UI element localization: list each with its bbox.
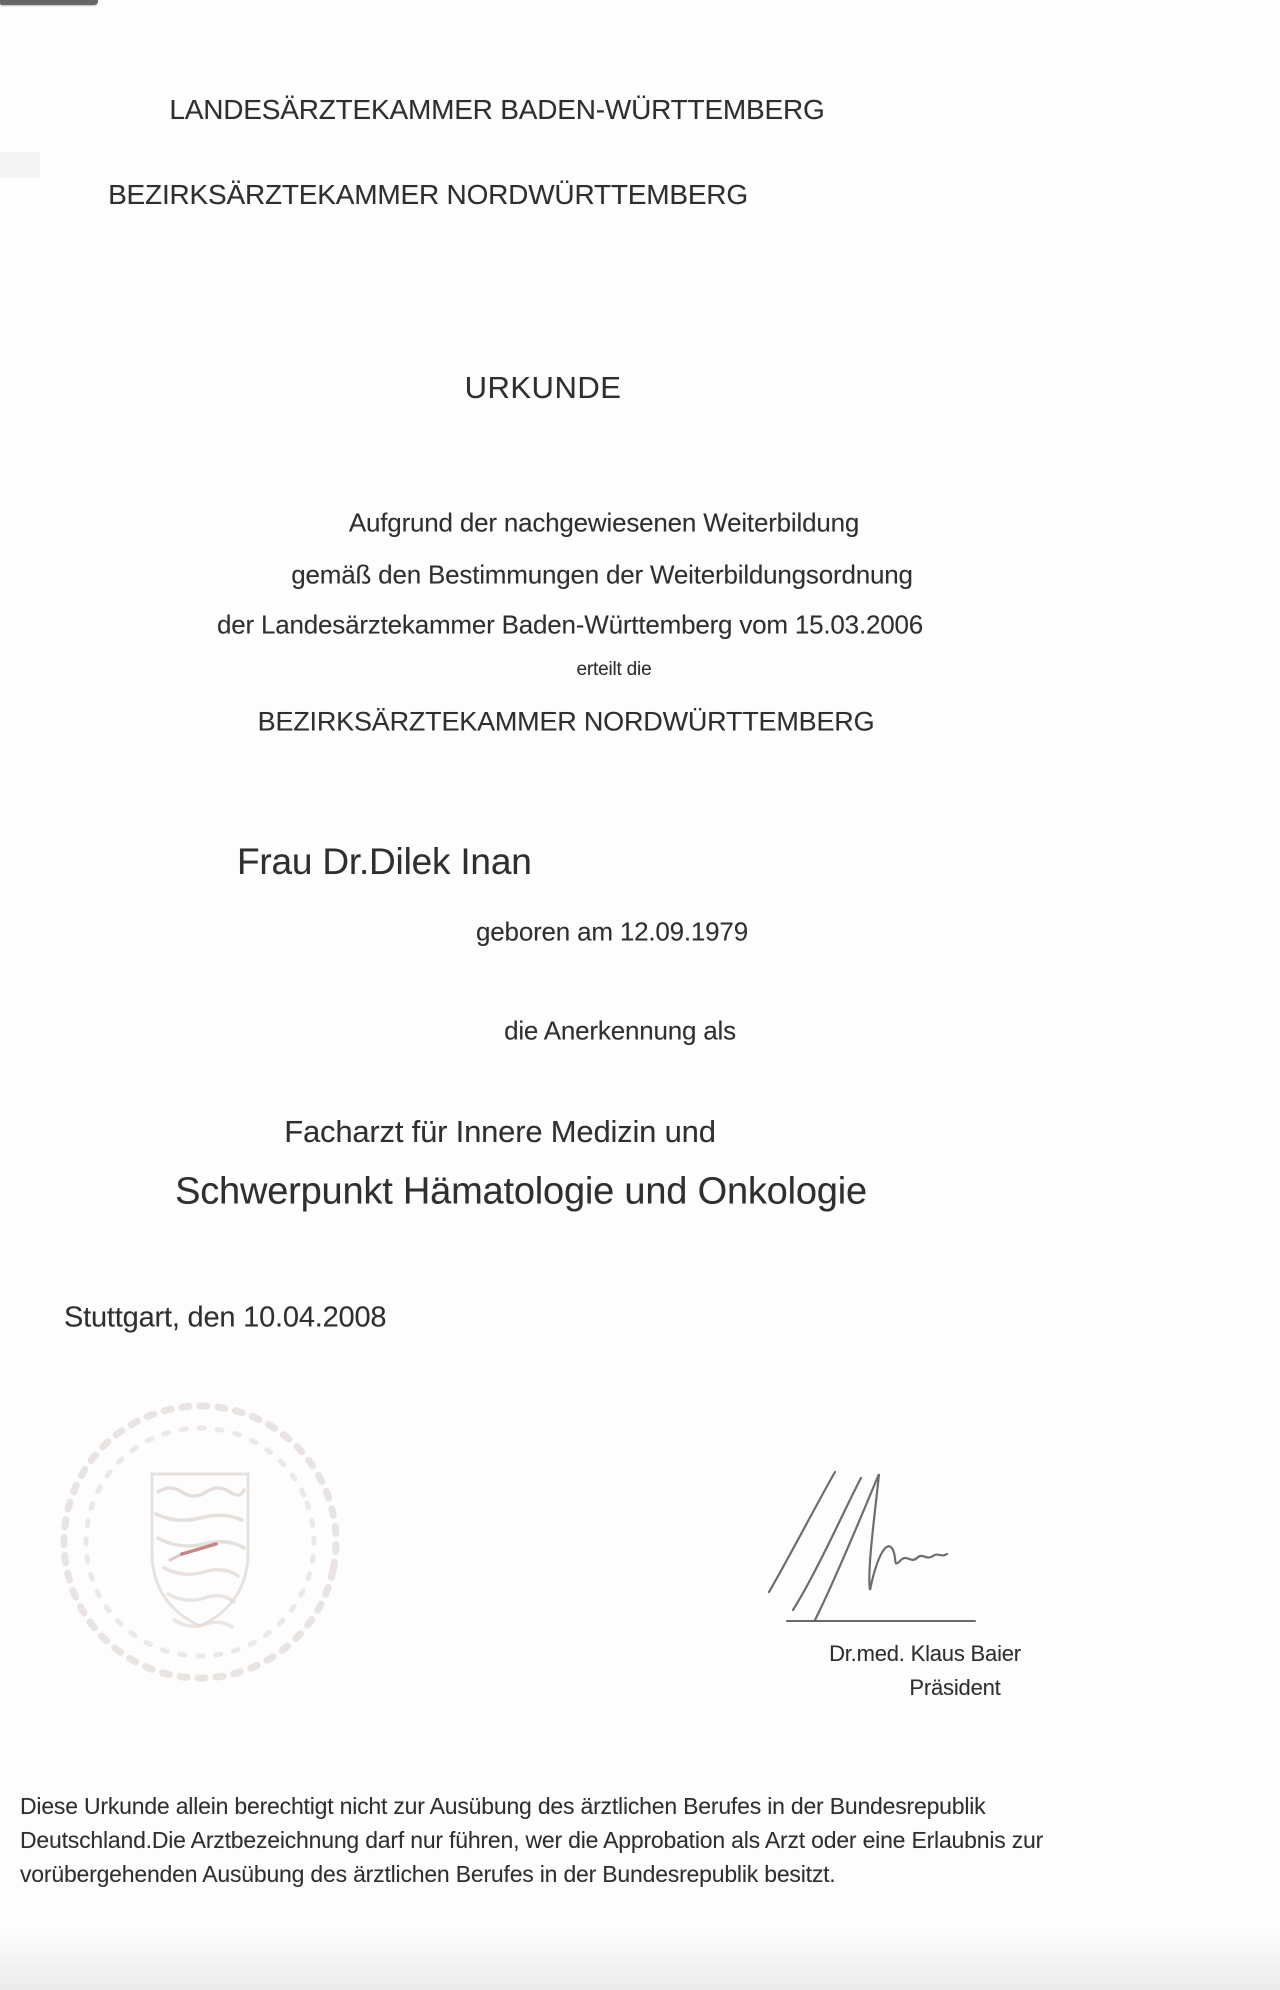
recipient-name: Frau Dr.Dilek Inan [237,841,532,882]
specialty-line-1: Facharzt für Innere Medizin und [284,1114,716,1149]
document-title: URKUNDE [464,370,622,405]
district-chamber-heading: BEZIRKSÄRZTEKAMMER NORDWÜRTTEMBERG [108,179,748,210]
signature-mark [763,1462,963,1627]
signer-name: Dr.med. Klaus Baier [829,1641,1021,1666]
preamble-line-2: gemäß den Bestimmungen der Weiterbildungsordnung [291,559,913,590]
legal-notice [20,1789,1043,1891]
signature-rule [786,1620,976,1622]
recipient-birthdate: geboren am 12.09.1979 [476,916,748,947]
grantor-name: BEZIRKSÄRZTEKAMMER NORDWÜRTTEMBERG [257,706,875,737]
embossed-seal [52,1392,348,1692]
award-intro: die Anerkennung als [504,1015,736,1046]
legal-notice-line-2: Deutschland.Die Arztbezeichnung darf nur führen, wer die Approbation als Arzt oder eine Erlaubnis zur [20,1827,1044,1853]
grantor-intro: erteilt die [576,659,652,680]
state-chamber-heading: LANDESÄRZTEKAMMER BADEN-WÜRTTEMBERG [169,94,825,125]
preamble-line-3: der Landesärztekammer Baden-Württemberg vom 15.03.2006 [216,609,924,640]
signer-title: Präsident [909,1675,1001,1700]
place-and-date: Stuttgart, den 10.04.2008 [64,1301,387,1334]
scan-smudge-artifact [0,152,40,178]
scan-edge-artifact [0,0,98,5]
legal-notice-line-1: Diese Urkunde allein berechtigt nicht zur Ausübung des ärztlichen Berufes in der Bundesrepublik [20,1793,986,1819]
legal-notice-line-3: vorübergehenden Ausübung des ärztlichen Berufes in der Bundesrepublik besitzt. [20,1861,836,1887]
specialty-line-2: Schwerpunkt Hämatologie und Onkologie [175,1170,867,1213]
preamble-line-1: Aufgrund der nachgewiesenen Weiterbildung [348,507,860,538]
page-bottom-shadow [0,1930,1280,1990]
